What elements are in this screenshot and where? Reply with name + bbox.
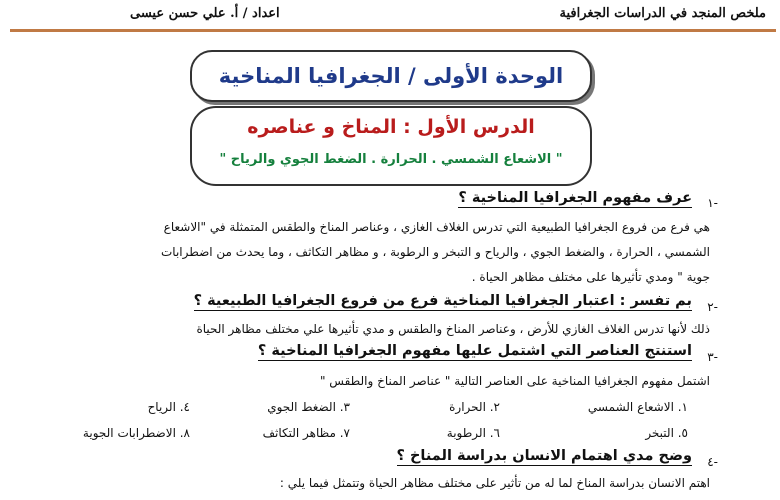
list-item: ٤. الرياح [147, 400, 190, 414]
question-heading: وضح مدي اهتمام الانسان بدراسة المناخ ؟ [396, 448, 692, 464]
question-heading: استنتج العناصر التي اشتمل عليها مفهوم الجغرافيا المناخية ؟ [257, 343, 692, 359]
list-item: ٢. الحرارة [449, 400, 500, 414]
answer-line: الشمسي ، الحرارة ، والضغط الجوي ، والرياح و التبخر و الرطوبة ، و مظاهر التكاثف ، وما يحدث من اضطرابات [160, 245, 710, 259]
list-item: ٣. الضغط الجوي [267, 400, 350, 414]
list-item: ٨. الاضطرابات الجوية [82, 426, 190, 440]
header-author: اعداد / أ. علي حسن عيسى [130, 6, 280, 21]
answer-line: هي فرع من فروع الجغرافيا الطبيعية التي تدرس الغلاف الغازي ، وعناصر المناخ والطقس المتمثلة في "الاشعاع [163, 220, 710, 234]
header-title: ملخص المنجد في الدراسات الجغرافية [559, 6, 766, 21]
unit-title: الوحدة الأولى / الجغرافيا المناخية [218, 64, 564, 88]
question-heading: عرف مفهوم الجغرافيا المناخية ؟ [458, 190, 692, 206]
question-number: -١ [707, 196, 718, 210]
question-number: -٣ [707, 350, 718, 364]
answer-line: ذلك لأنها تدرس الغلاف الغازي للأرض ، وعناصر المناخ والطقس و مدي تأثيرها علي مختلف مظاهر الحياة [196, 322, 710, 336]
answer-line: اهتم الانسان بدراسة المناخ لما له من تأثير على مختلف مظاهر الحياة وتتمثل فيما يلي : [279, 476, 710, 490]
answer-line: اشتمل مفهوم الجغرافيا المناخية على العناصر التالية " عناصر المناخ والطقس " [319, 374, 710, 388]
page-header [0, 0, 780, 30]
question-number: -٤ [707, 455, 718, 469]
lesson-title-box [190, 106, 592, 186]
list-item: ١. الاشعاع الشمسي [587, 400, 688, 414]
list-item: ٥. التبخر [645, 426, 688, 440]
header-divider [10, 29, 776, 32]
unit-title-box [190, 50, 592, 102]
lesson-subtitle: " الاشعاع الشمسي . الحرارة . الضغط الجوي والرياح " [219, 152, 563, 167]
lesson-title: الدرس الأول : المناخ و عناصره [247, 116, 535, 138]
list-item: ٧. مظاهر التكاثف [262, 426, 350, 440]
answer-line: جوية " ومدي تأثيرها على مختلف مظاهر الحياة . [471, 270, 710, 284]
question-heading: بم تفسر : اعتبار الجغرافيا المناخية فرع من فروع الجغرافيا الطبيعية ؟ [193, 293, 692, 309]
list-item: ٦. الرطوبة [446, 426, 500, 440]
question-number: -٢ [707, 300, 718, 314]
